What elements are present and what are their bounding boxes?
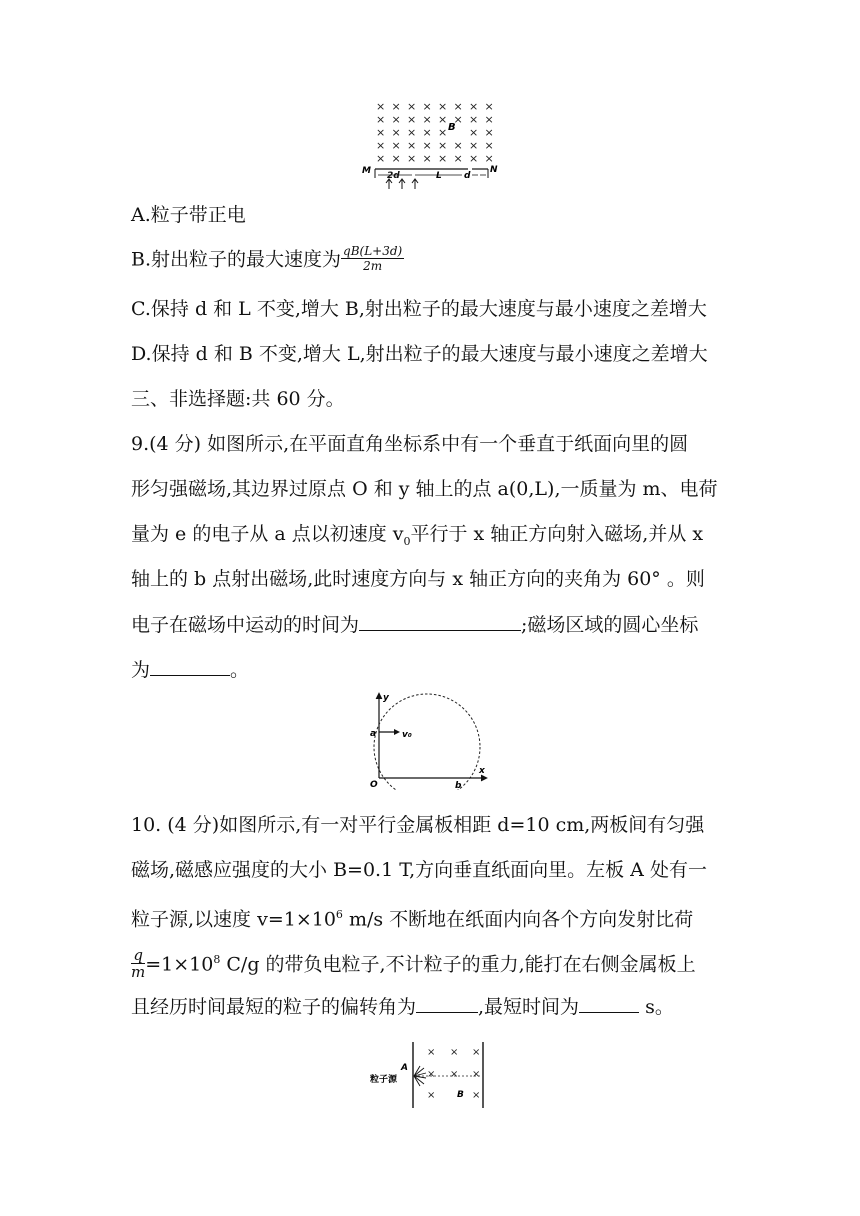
q9-line2: 形匀强磁场,其边界过原点 O 和 y 轴上的点 a(0,L),一质量为 m、电荷 xyxy=(131,478,718,500)
field-cross: × xyxy=(391,152,401,165)
field-cross: × xyxy=(376,139,386,152)
answer-blank-min-time[interactable] xyxy=(579,994,639,1013)
q9-line5-a: 电子在磁场中运动的时间为 xyxy=(131,614,360,636)
q10-line4-a: =1×10 xyxy=(145,953,214,976)
q10-line5-c: s。 xyxy=(639,996,674,1018)
q9-line6-b: 。 xyxy=(230,659,250,681)
q9-line1: 9.(4 分) 如图所示,在平面直角坐标系中有一个垂直于纸面向里的圆 xyxy=(131,433,689,455)
option-c: C.保持 d 和 L 不变,增大 B,射出粒子的最大速度与最小速度之差增大 xyxy=(131,298,707,320)
option-b-fraction xyxy=(341,244,404,273)
q10-line2: 磁场,磁感应强度的大小 B=0.1 T,方向垂直纸面向里。左板 A 处有一 xyxy=(131,859,707,881)
field-cross: × xyxy=(407,126,417,139)
field-cross: × xyxy=(422,113,432,126)
field-cross: × xyxy=(438,152,448,165)
field-cross: × xyxy=(450,1069,459,1080)
answer-blank-time[interactable] xyxy=(359,612,521,631)
field-cross: × xyxy=(453,152,463,165)
label-2d: 2d xyxy=(387,171,400,181)
q9-line6 xyxy=(131,657,249,682)
field-cross: × xyxy=(427,1069,436,1080)
fraction-numerator: qB(L+3d) xyxy=(343,244,403,258)
q10-line1: 10. (4 分)如图所示,有一对平行金属板相距 d=10 cm,两板间有匀强 xyxy=(131,814,705,836)
option-a: A.粒子带正电 xyxy=(131,204,246,226)
q9-line3 xyxy=(131,522,703,554)
field-cross: × xyxy=(438,126,448,139)
label-B-plates: B xyxy=(457,1090,464,1100)
q9-line5 xyxy=(131,612,698,637)
option-b-prefix: B.射出粒子的最大速度为 xyxy=(131,248,342,271)
field-cross: × xyxy=(422,100,432,113)
field-cross: × xyxy=(469,100,479,113)
q9-line3-b: 平行于 x 轴正方向射入磁场,并从 x xyxy=(410,523,704,545)
field-cross: × xyxy=(422,126,432,139)
field-cross: × xyxy=(427,1047,436,1058)
fraction-denominator: 2m xyxy=(363,259,383,273)
field-cross: × xyxy=(407,113,417,126)
field-cross: × xyxy=(422,152,432,165)
field-cross: × xyxy=(472,1069,481,1080)
field-cross: × xyxy=(469,113,479,126)
exp-6: 6 xyxy=(335,908,343,921)
option-d: D.保持 d 和 B 不变,增大 L,射出粒子的最大速度与最小速度之差增大 xyxy=(131,343,708,365)
field-cross: × xyxy=(391,113,401,126)
q10-line3 xyxy=(131,903,693,931)
field-cross: × xyxy=(376,126,386,139)
label-B: B xyxy=(448,122,456,133)
q10-line5-b: ,最短时间为 xyxy=(478,996,580,1018)
field-cross: × xyxy=(484,126,494,139)
q10-line4 xyxy=(131,945,696,982)
field-cross: × xyxy=(407,139,417,152)
field-cross: × xyxy=(438,100,448,113)
answer-blank-center[interactable] xyxy=(150,657,230,676)
label-particle-source: 粒子源 xyxy=(370,1075,398,1085)
field-cross: × xyxy=(422,139,432,152)
label-a: a xyxy=(370,729,377,739)
label-M: M xyxy=(362,166,371,176)
q9-line4: 轴上的 b 点射出磁场,此时速度方向与 x 轴正方向的夹角为 60° 。则 xyxy=(131,568,705,590)
field-cross: × xyxy=(472,1047,481,1058)
field-cross: × xyxy=(438,139,448,152)
label-x: x xyxy=(479,766,485,776)
exp-8: 8 xyxy=(213,953,221,966)
field-cross: × xyxy=(376,152,386,165)
q10-line3-a: 粒子源,以速度 v=1×10 xyxy=(131,908,336,931)
q9-line5-b: ;磁场区域的圆心坐标 xyxy=(521,614,699,636)
label-y: y xyxy=(383,693,389,703)
circle-field-figure xyxy=(368,690,490,790)
q10-line5 xyxy=(131,994,674,1019)
field-cross: × xyxy=(472,1090,481,1101)
q10-line5-a: 且经历时间最短的粒子的偏转角为 xyxy=(131,996,417,1018)
label-L: L xyxy=(436,171,442,181)
q10-line3-b: m/s 不断地在纸面内向各个方向发射比荷 xyxy=(342,908,694,931)
field-cross: × xyxy=(391,139,401,152)
field-cross: × xyxy=(376,100,386,113)
field-cross: × xyxy=(469,152,479,165)
field-cross-marks-plates xyxy=(427,1047,480,1101)
label-d: d xyxy=(464,171,471,181)
field-cross: × xyxy=(484,152,494,165)
label-b: b xyxy=(455,781,462,790)
parallel-plates-figure xyxy=(368,1040,496,1110)
field-cross: × xyxy=(469,126,479,139)
field-boundary-circle xyxy=(374,694,480,790)
field-cross: × xyxy=(453,113,463,126)
field-cross: × xyxy=(453,139,463,152)
field-cross: × xyxy=(484,113,494,126)
fraction-m: m xyxy=(131,962,146,981)
field-cross: × xyxy=(469,139,479,152)
field-grid-figure xyxy=(360,98,510,190)
field-cross: × xyxy=(484,139,494,152)
field-cross: × xyxy=(438,113,448,126)
charge-mass-fraction xyxy=(131,947,145,980)
label-O: O xyxy=(370,780,378,790)
label-v0: v₀ xyxy=(402,730,412,740)
field-cross: × xyxy=(407,100,417,113)
answer-blank-angle[interactable] xyxy=(416,994,478,1013)
field-cross-marks xyxy=(376,100,494,165)
field-cross: × xyxy=(407,152,417,165)
field-cross: × xyxy=(376,113,386,126)
section-heading: 三、非选择题:共 60 分。 xyxy=(131,388,345,410)
q9-line3-a: 量为 e 的电子从 a 点以初速度 v xyxy=(131,523,404,545)
q9-line6-a: 为 xyxy=(131,659,151,681)
fraction-q: q xyxy=(131,947,145,964)
field-cross: × xyxy=(450,1047,459,1058)
field-cross: × xyxy=(453,100,463,113)
field-cross: × xyxy=(484,100,494,113)
field-cross: × xyxy=(391,126,401,139)
label-A: A xyxy=(401,1063,408,1073)
option-b xyxy=(131,246,404,275)
field-cross: × xyxy=(391,100,401,113)
q10-line4-b: C/g 的带负电粒子,不计粒子的重力,能打在右侧金属板上 xyxy=(220,953,696,976)
v0-subscript: 0 xyxy=(403,534,411,548)
label-N: N xyxy=(490,165,498,175)
field-cross: × xyxy=(427,1090,436,1101)
